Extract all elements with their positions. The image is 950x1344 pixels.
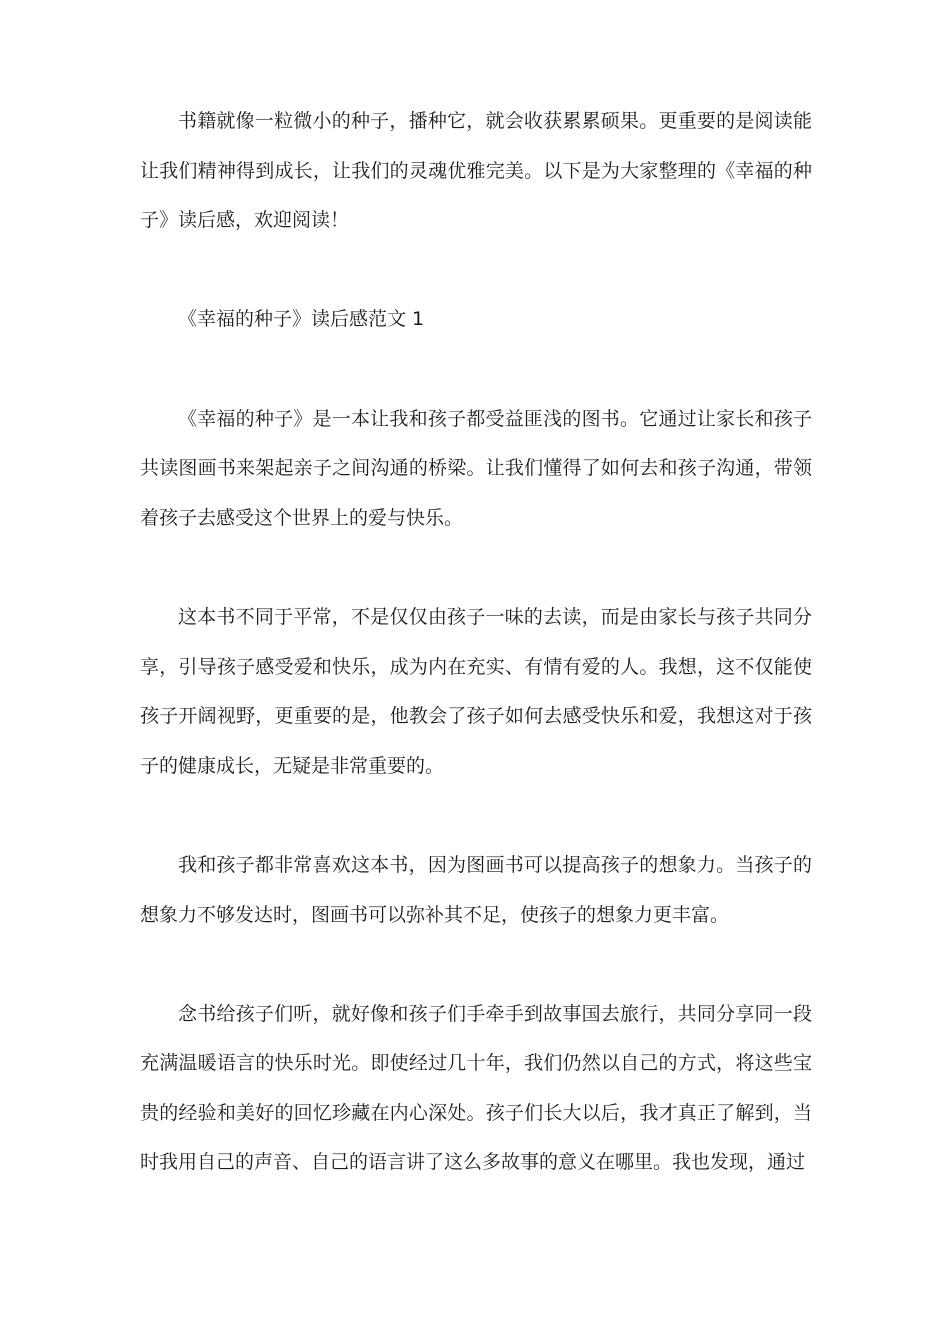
body-paragraph-4: 念书给孩子们听，就好像和孩子们手牵手到故事国去旅行，共同分享同一段充满温暖语言的快乐时光。即使经过几十年，我们仍然以自己的方式，将这些宝贵的经验和美好的回忆珍藏在内心深处。孩子们长大以后，我才真正了解到，当时我用自己的声音、自己的语言讲了这么多故事的意义在哪里。我也发现，通过 — [140, 1002, 812, 1174]
paragraph-spacer — [140, 940, 812, 990]
body-paragraph-3: 我和孩子都非常喜欢这本书，因为图画书可以提高孩子的想象力。当孩子的想象力不够发达时，图画书可以弥补其不足，使孩子的想象力更丰富。 — [140, 853, 812, 926]
section-heading: 《幸福的种子》读后感范文 1 — [178, 308, 425, 331]
paragraph-spacer — [140, 791, 812, 841]
paragraph-spacer — [140, 543, 812, 593]
intro-paragraph: 书籍就像一粒微小的种子，播种它，就会收获累累硕果。更重要的是阅读能让我们精神得到成长，让我们的灵魂优雅完美。以下是为大家整理的《幸福的种子》读后感，欢迎阅读！ — [140, 110, 812, 232]
body-paragraph-1: 《幸福的种子》是一本让我和孩子都受益匪浅的图书。它通过让家长和孩子共读图画书来架起亲子之间沟通的桥梁。让我们懂得了如何去和孩子沟通，带领着孩子去感受这个世界上的爱与快乐。 — [140, 407, 812, 529]
body-paragraph-2: 这本书不同于平常，不是仅仅由孩子一味的去读，而是由家长与孩子共同分享，引导孩子感受爱和快乐，成为内在充实、有情有爱的人。我想，这不仅能使孩子开阔视野，更重要的是，他教会了孩子如何去感受快乐和爱，我想这对于孩子的健康成长，无疑是非常重要的。 — [140, 605, 812, 777]
paragraph-spacer — [140, 345, 812, 395]
paragraph-spacer — [140, 246, 812, 296]
document-body — [140, 97, 812, 1188]
